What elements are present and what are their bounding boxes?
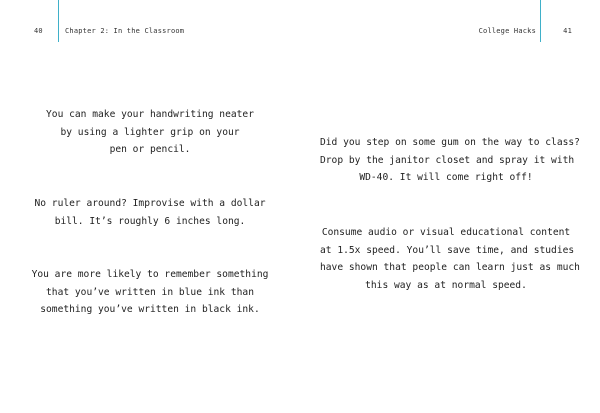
tip-paragraph [320, 134, 580, 187]
tip-line: bill. It’s roughly 6 inches long. [54, 215, 246, 227]
tip-paragraph [320, 224, 580, 294]
tip-line: by using a lighter grip on your [60, 126, 240, 138]
tip-line: at 1.5x speed. You’ll save time, and studies [320, 244, 575, 256]
running-head: Chapter 2: In the Classroom [65, 27, 185, 35]
running-head: College Hacks [478, 27, 536, 35]
tip-line: that you’ve written in blue ink than [46, 286, 254, 298]
tip-line: You are more likely to remember something [31, 269, 269, 280]
tip-line: this way as at normal speed. [365, 279, 527, 291]
tip-line: pen or pencil. [109, 144, 191, 155]
right-page [300, 0, 600, 413]
tip-line: WD-40. It will come right off! [359, 172, 533, 183]
tip-line: have shown that people can learn just as much [320, 262, 580, 273]
tip-line: something you’ve written in black ink. [40, 304, 260, 315]
tip-line: Did you step on some gum on the way to class? [320, 137, 580, 148]
tip-paragraph [30, 106, 270, 159]
tip-line: Consume audio or visual educational content [321, 227, 571, 238]
tip-line: No ruler around? Improvise with a dollar [34, 198, 266, 209]
tip-line: You can make your handwriting neater [46, 109, 254, 120]
header-rule [540, 0, 541, 42]
header-rule [58, 0, 59, 42]
page-number: 41 [563, 27, 572, 35]
tip-paragraph [30, 195, 270, 230]
tip-line: Drop by the janitor closet and spray it with [320, 154, 575, 166]
page-number: 40 [34, 27, 43, 35]
tip-paragraph [30, 266, 270, 319]
